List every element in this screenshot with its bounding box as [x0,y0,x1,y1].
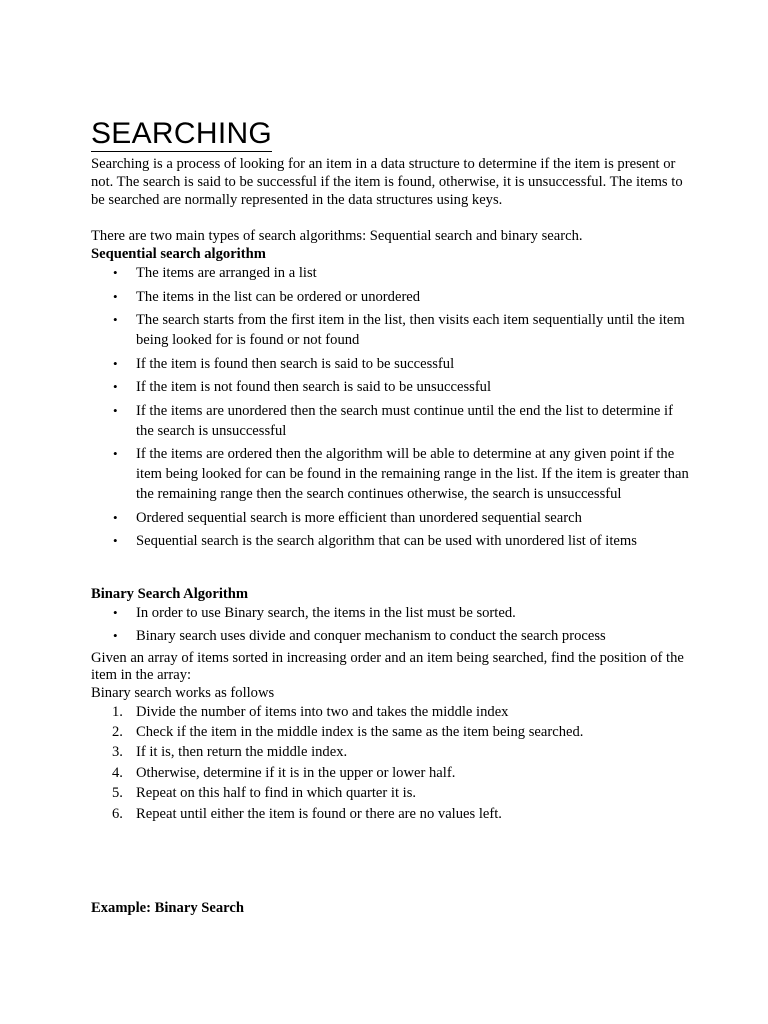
sequential-heading: Sequential search algorithm [91,246,266,262]
list-item: • The search starts from the first item in the list, then visits each item sequentially until the item being looked for is found or not found [113,312,685,348]
binary-list [91,603,691,647]
bullet-icon: • [113,446,118,461]
bullet-icon: • [113,509,118,525]
bullet-icon: • [113,355,118,371]
list-item: • If the item is not found then search is said to be unsuccessful [113,379,492,395]
bullet-icon: • [113,379,118,394]
document-page [91,116,691,917]
list-item: • Binary search uses divide and conquer mechanism to conduct the search process [113,628,606,644]
bullet-icon: • [113,402,118,418]
step-item: 3. If it is, then return the middle index. [112,744,348,761]
step-item: 2. Check if the item in the middle index is the same as the item being searched. [112,723,584,740]
page-title: SEARCHING [91,117,273,150]
bullet-icon: • [113,604,118,620]
bullet-icon: • [113,628,118,643]
works-as-follows: Binary search works as follows [91,684,275,701]
binary-steps [91,702,691,824]
list-item: • The items in the list can be ordered or unordered [113,288,421,305]
list-item: • In order to use Binary search, the items in the list must be sorted. [113,604,516,621]
step-item: 5. Repeat on this half to find in which quarter it is. [112,785,417,802]
example-heading: Example: Binary Search [91,899,244,916]
sequential-list [91,263,691,551]
types-sentence: There are two main types of search algorithms: Sequential search and binary search. [91,228,583,244]
step-item: 6. Repeat until either the item is found or there are no values left. [112,805,502,822]
list-item: • Sequential search is the search algorithm that can be used with unordered list of items [113,533,637,549]
bullet-icon: • [113,533,118,548]
title-underline [91,116,272,152]
bullet-icon: • [113,288,118,304]
list-item: • Ordered sequential search is more efficient than unordered sequential search [113,509,582,526]
list-item: • If the items are unordered then the search must continue until the end the list to determine if the search is unsuccessful [113,402,673,439]
intro-paragraph: Searching is a process of looking for an item in a data structure to determine if the item is present or not. The search is said to be successful if the item is found, otherwise, it is unsuccessful. The items to be searched are normally represented in the data structures using keys. [91,156,683,208]
step-item: 1. Divide the number of items into two and takes the middle index [112,703,509,720]
bullet-icon: • [113,265,118,280]
list-item: • The items are arranged in a list [113,265,317,281]
binary-heading: Binary Search Algorithm [91,585,249,602]
step-item: 4. Otherwise, determine if it is in the upper or lower half. [112,764,456,781]
bullet-icon: • [113,312,118,327]
list-item: • If the items are ordered then the algorithm will be able to determine at any given point if the item being looked for can be found in the remaining range in the list. If the item is greater than the remaining range then the search continues otherwise, the search is unsuccessful [113,446,689,502]
problem-statement: Given an array of items sorted in increasing order and an item being searched, find the position of the item in the array: [91,649,684,683]
list-item: • If the item is found then search is said to be successful [113,355,455,372]
